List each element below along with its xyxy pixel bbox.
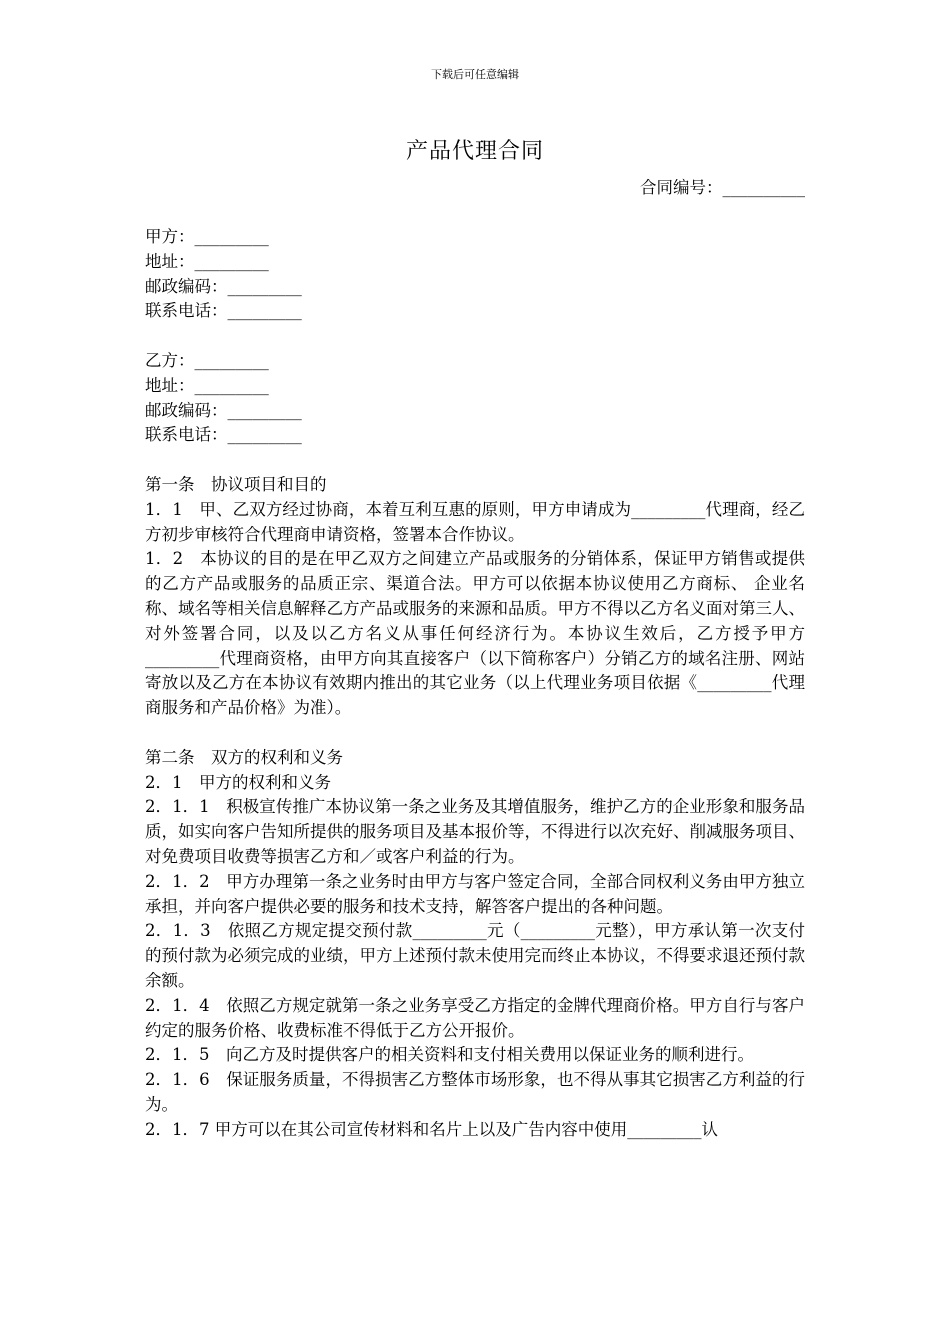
article-2-heading: 第二条 双方的权利和义务	[145, 747, 343, 767]
header-note: 下载后可任意编辑	[431, 68, 519, 81]
article-2	[145, 746, 805, 1143]
clause-2-1-3: 2．1．3 依照乙方规定提交预付款_________元（_________元整），甲方承认第一次支付的预付款为必须完成的业绩，甲方上述预付款未使用完而终止本协议，不得要求退还预付款余额。	[145, 921, 805, 990]
clause-2-1-4: 2．1．4 依照乙方规定就第一条之业务享受乙方指定的金牌代理商价格。甲方自行与客户约定的服务价格、收费标准不得低于乙方公开报价。	[145, 995, 805, 1040]
clause-2-1-5: 2．1．5 向乙方及时提供客户的相关资料和支付相关费用以保证业务的顺利进行。	[145, 1045, 754, 1065]
document-title: 产品代理合同	[405, 139, 544, 164]
party-b-address-line: 地址：_________	[145, 375, 269, 395]
party-a-name-line: 甲方：_________	[145, 227, 269, 246]
party-a-phone-line: 联系电话：_________	[145, 301, 302, 321]
clause-2-1-6: 2．1．6 保证服务质量，不得损害乙方整体市场形象，也不得从事其它损害乙方利益的行为。	[145, 1070, 805, 1114]
contract-number-field: 合同编号：__________	[640, 178, 805, 197]
spacer	[145, 324, 805, 349]
clause-1-2: 1．2 本协议的目的是在甲乙双方之间建立产品或服务的分销体系，保证甲方销售或提供的乙方产品或服务的品质正宗、渠道合法。甲方可以依据本协议使用乙方商标、 企业名称、域名等相关信息解释乙方产品或服务的来源和品质。甲方不得以乙方名义面对第三人、对外签署合同，以及以乙方名义从事任何经济行为。本协议生效后，乙方授予甲方_________代理商资格，由甲方向其直接客户（以下简称客户）分销乙方的域名注册、网站寄放以及乙方在本协议有效期内推出的其它业务（以上代理业务项目依据《_________代理商服务和产品价格》为准）。	[145, 549, 805, 718]
clause-2-1-1: 2．1．1 积极宣传推广本协议第一条之业务及其增值服务，维护乙方的企业形象和服务品质，如实向客户告知所提供的服务项目及基本报价等，不得进行以次充好、削减服务项目、对免费项目收费等损害乙方和／或客户利益的行为。	[145, 797, 805, 866]
article-1	[145, 473, 805, 721]
spacer	[145, 721, 805, 746]
party-b-name-line: 乙方：_________	[145, 350, 269, 370]
party-a-postcode-line: 邮政编码：_________	[145, 276, 302, 296]
article-1-heading: 第一条 协议项目和目的	[145, 474, 327, 494]
party-a-block	[145, 225, 805, 324]
party-b-postcode-line: 邮政编码：_________	[145, 400, 302, 420]
clause-2-1-2: 2．1．2 甲方办理第一条之业务时由甲方与客户签定合同，全部合同权利义务由甲方独立承担，并向客户提供必要的服务和技术支持，解答客户提出的各种问题。	[145, 871, 805, 916]
party-b-phone-line: 联系电话：_________	[145, 425, 302, 445]
party-a-address-line: 地址：_________	[145, 251, 269, 271]
clause-1-1: 1．1 甲、乙双方经过协商，本着互利互惠的原则，甲方申请成为_________代理商，经乙方初步审核符合代理商申请资格，签署本合作协议。	[145, 499, 805, 544]
clause-2-1: 2．1 甲方的权利和义务	[145, 772, 331, 792]
contract-body	[145, 225, 805, 1142]
clause-2-1-7: 2．1．7 甲方可以在其公司宣传材料和名片上以及广告内容中使用_________认	[145, 1119, 718, 1139]
party-b-block	[145, 349, 805, 448]
spacer	[145, 448, 805, 473]
